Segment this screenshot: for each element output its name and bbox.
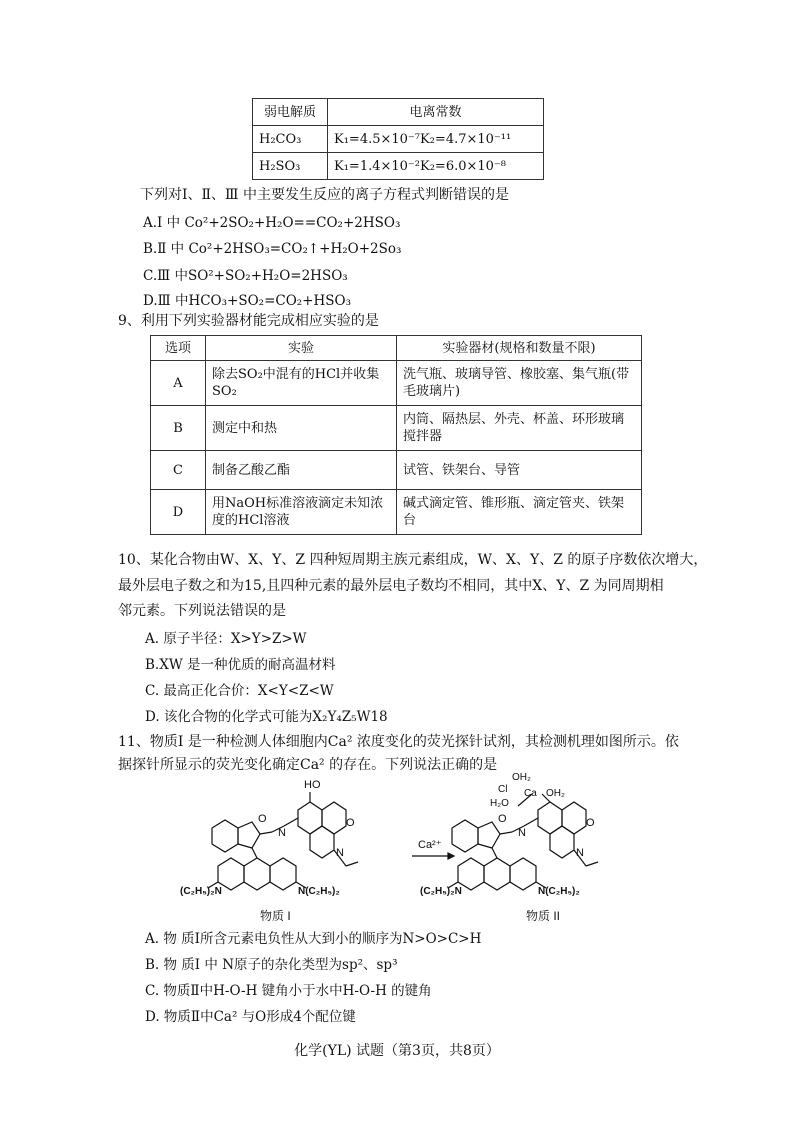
table-cell: 试管、铁架台、导管 <box>397 451 642 490</box>
table-cell: D <box>151 490 206 535</box>
table-cell: H₂CO₃ <box>253 126 328 153</box>
benzene-ring <box>212 820 238 852</box>
q8-option-c: C.Ⅲ 中SO²+SO₂+H₂O=2HSO₃ <box>143 268 348 284</box>
table-row <box>151 361 642 406</box>
nitrogen-label: N <box>518 827 526 839</box>
table-cell: 制备乙酸乙酯 <box>206 451 397 490</box>
experiment-table <box>150 335 642 535</box>
page-footer: 化学(YL) 试题（第3页，共8页） <box>294 1043 500 1059</box>
nitrogen-label: N <box>278 827 286 839</box>
oxygen-label: O <box>258 813 267 825</box>
amine-label: (C₂H₅)₂N <box>180 886 222 897</box>
table-cell: B <box>151 406 206 451</box>
nitrogen-label: N <box>336 847 344 859</box>
table-header-row <box>253 99 544 126</box>
q10-stem-line-1: 10、某化合物由W、X、Y、Z 四种短周期主族元素组成，W、X、Y、Z 的原子序数依次增大， <box>118 552 708 568</box>
q10-option-a: A. 原子半径：X>Y>Z>W <box>145 631 307 647</box>
xanthene-ring-center <box>244 858 270 890</box>
calcium-arrow-label: Ca²⁺ <box>418 839 442 851</box>
q10-stem-line-3: 邻元素。下列说法错误的是 <box>118 603 286 619</box>
q8-option-b: B.Ⅱ 中 Co²+2HSO₃=CO₂↑+H₂O+2So₃ <box>143 241 402 257</box>
table-row <box>151 451 642 490</box>
table-cell: 洗气瓶、玻璃导管、橡胶塞、集气瓶(带毛玻璃片) <box>397 361 642 406</box>
water-ligand-label: H₂O <box>490 798 509 809</box>
q10-option-c: C. 最高正化合价：X<Y<Z<W <box>145 683 334 699</box>
table-cell: 用NaOH标准溶液滴定未知浓度的HCl溶液 <box>206 490 397 535</box>
substance-2-label: 物质 II <box>526 909 561 923</box>
table-header-cell: 弱电解质 <box>253 99 328 126</box>
imide-ring <box>310 826 334 858</box>
table-header-cell: 实验器材(规格和数量不限) <box>397 336 642 361</box>
ionization-constant-table <box>252 98 544 180</box>
q8-option-d: D.Ⅲ 中HCO₃+SO₂=CO₂+HSO₃ <box>143 293 351 309</box>
table-header-cell: 电离常数 <box>328 99 544 126</box>
naphthalimide-ring-1 <box>298 802 322 834</box>
table-cell: 除去SO₂中混有的HCl并收集SO₂ <box>206 361 397 406</box>
table-cell: A <box>151 361 206 406</box>
table-row <box>253 126 544 153</box>
xanthene-ring-left <box>218 858 244 890</box>
table-header-cell: 选项 <box>151 336 206 361</box>
oxygen-label: O <box>498 813 507 825</box>
oxygen-label: O <box>586 817 595 829</box>
reaction-scheme-figure <box>180 770 640 928</box>
table-cell: 碱式滴定管、锥形瓶、滴定管夹、铁架台 <box>397 490 642 535</box>
lactam-ring <box>238 822 260 848</box>
amine-label: N(C₂H₅)₂ <box>538 886 580 897</box>
q10-stem-line-2: 最外层电子数之和为15,且四种元素的最外层电子数均不相同，其中X、Y、Z 为同周期相 <box>118 578 664 594</box>
amine-label: N(C₂H₅)₂ <box>298 886 340 897</box>
table-cell: C <box>151 451 206 490</box>
naphthalimide-ring-2 <box>322 802 346 834</box>
table-row <box>253 153 544 180</box>
q8-stem: 下列对Ⅰ、Ⅱ、Ⅲ 中主要发生反应的离子方程式判断错误的是 <box>140 187 509 203</box>
table-cell: K₁=4.5×10⁻⁷K₂=4.7×10⁻¹¹ <box>328 126 544 153</box>
calcium-label: Ca <box>524 788 537 799</box>
q11-option-c: C. 物质Ⅱ中H-O-H 键角小于水中H-O-H 的键角 <box>145 983 432 999</box>
q10-option-d: D. 该化合物的化学式可能为X₂Y₄Z₅W18 <box>145 709 388 725</box>
substance-1-label: 物质 I <box>260 909 291 923</box>
water-ligand-label: OH₂ <box>512 772 531 783</box>
table-cell: H₂SO₃ <box>253 153 328 180</box>
water-ligand-label: OH₂ <box>546 788 565 799</box>
q11-stem-line-2: 据探针所显示的荧光变化确定Ca² 的存在。下列说法正确的是 <box>118 757 498 773</box>
oxygen-label: O <box>346 817 355 829</box>
q8-option-a: A.Ⅰ 中 Co²+2SO₂+H₂O==CO₂+2HSO₃ <box>143 215 401 231</box>
nitrogen-label: N <box>576 847 584 859</box>
hydroxyl-label: HO <box>304 779 321 791</box>
table-header-row <box>151 336 642 361</box>
table-cell: K₁=1.4×10⁻²K₂=6.0×10⁻⁸ <box>328 153 544 180</box>
q11-stem-line-1: 11、物质Ⅰ 是一种检测人体细胞内Ca² 浓度变化的荧光探针试剂，其检测机理如图所示。依 <box>118 734 679 750</box>
q9-stem: 9、利用下列实验器材能完成相应实验的是 <box>118 313 379 329</box>
table-row <box>151 490 642 535</box>
amine-label: (C₂H₅)₂N <box>420 886 462 897</box>
q11-option-a: A. 物 质Ⅰ所含元素电负性从大到小的顺序为N>O>C>H <box>145 931 482 947</box>
q11-option-d: D. 物质Ⅱ中Ca² 与O形成4个配位键 <box>145 1009 356 1025</box>
q11-option-b: B. 物 质Ⅰ 中 N原子的杂化类型为sp²、sp³ <box>145 957 398 973</box>
chloride-label: Cl <box>498 784 508 795</box>
table-row <box>151 406 642 451</box>
table-cell: 测定中和热 <box>206 406 397 451</box>
q10-option-b: B.XW 是一种优质的耐高温材料 <box>145 657 336 673</box>
table-header-cell: 实验 <box>206 336 397 361</box>
table-cell: 内筒、隔热层、外壳、杯盖、环形玻璃搅拌器 <box>397 406 642 451</box>
xanthene-ring-right <box>270 858 296 890</box>
